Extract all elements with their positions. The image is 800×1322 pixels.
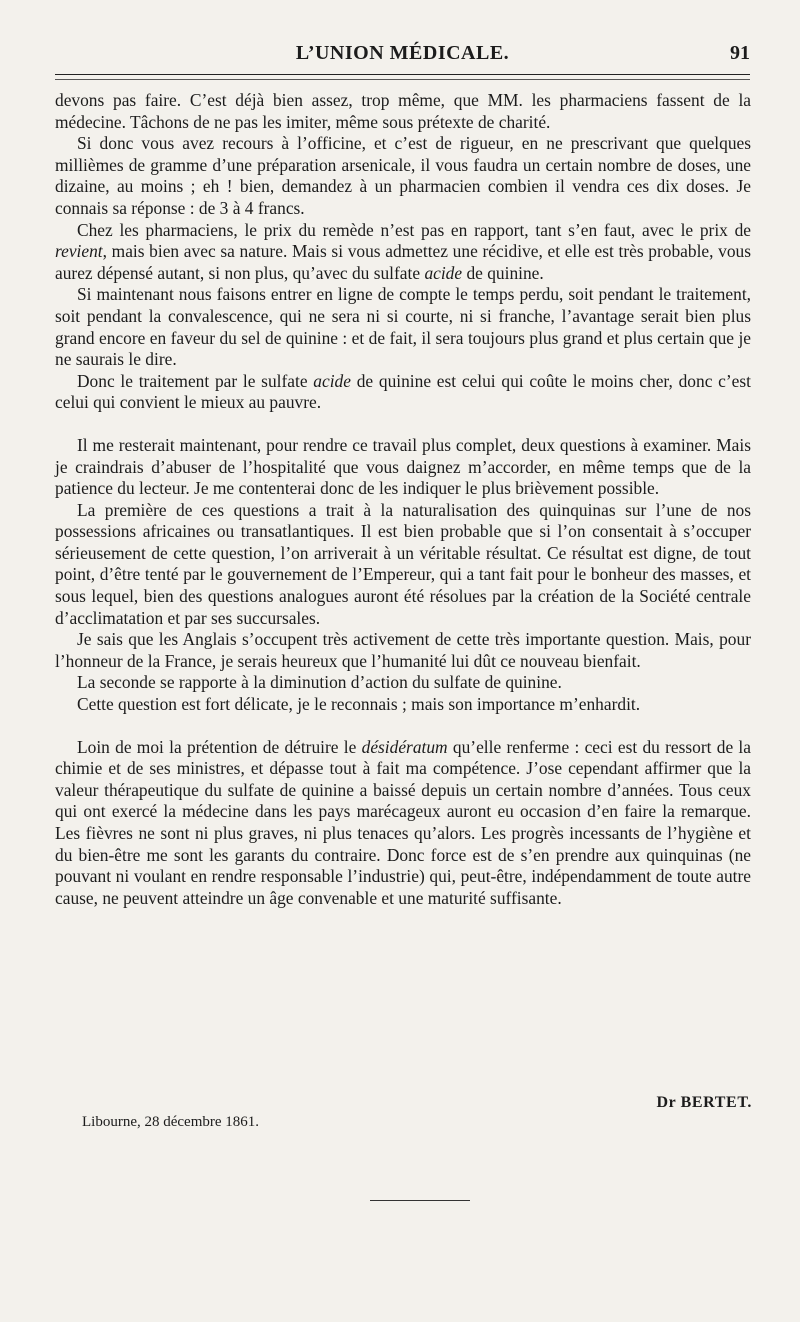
paragraph-1: devons pas faire. C’est déjà bien assez, trop même, que MM. les pharmaciens fassent de la médecine. Tâchons de ne pas les imiter, même sous prétexte de charité. — [55, 90, 751, 132]
paragraph-11: Loin de moi la prétention de détruire le désidératum qu’elle renferme : ceci est du ressort de la chimie et de ses ministres, et dépasse tout à fait ma compétence. J’ose cependant affirmer que la valeur thérapeutique du sulfate de quinine a baissé depuis un certain nombre d’années. Tous ceux qui ont exercé la médecine dans les pays marécageux auront eu occasion d’en faire la remarque. Les fièvres ne sont ni plus graves, ni plus tenaces qu’alors. Les progrès incessants de l’hygiène et du bien-être me sont les garants du contraire. Donc force est de s’en prendre aux quinquinas (ne pouvant ni voulant en rendre responsable l’industrie) qui, peut-être, indépendamment de toute autre cause, ne peuvent atteindre un âge convenable et une maturité suffisante. — [55, 736, 751, 908]
paragraph-8: Je sais que les Anglais s’occupent très activement de cette très importante question. Mais, pour l’honneur de la France, je serais heureux que l’humanité lui dût ce nouveau bienfait. — [55, 629, 751, 671]
italic-word: acide — [424, 262, 463, 283]
article-body — [55, 90, 751, 909]
italic-word: désidératum — [361, 736, 448, 757]
running-header — [55, 40, 750, 72]
paragraph-7: La première de ces questions a trait à la naturalisation des quinquinas sur l’une de nos possessions africaines ou transatlantiques. Il est bien probable que si l’on consentait à s’occuper sérieusement de cette question, l’on arriverait à un véritable résultat. Ce résultat est digne, de tout point, d’être tenté par le gouvernement de l’Empereur, qui a tant fait pour le bonheur des masses, et sous lequel, bien des questions analogues auront été résolues par la création de la Société centrale d’acclimatation et par ses succursales. — [55, 499, 751, 628]
header-rule — [55, 74, 750, 75]
paragraph-6: Il me resterait maintenant, pour rendre ce travail plus complet, deux questions à examiner. Mais je craindrais d’abuser de l’hospitalité que vous daignez m’accorder, en même temps que de la patience du lecteur. Je me contenterai donc de les indiquer le plus brièvement possible. — [55, 434, 751, 499]
author-signature: Dr BERTET. — [656, 1094, 752, 1111]
italic-word: acide — [313, 370, 351, 391]
place-date: Libourne, 28 décembre 1861. — [82, 1114, 260, 1130]
paragraph-9: La seconde se rapporte à la diminution d’action du sulfate de quinine. — [77, 672, 562, 693]
end-rule — [370, 1200, 470, 1201]
paragraph-4: Si maintenant nous faisons entrer en ligne de compte le temps perdu, soit pendant le traitement, soit pendant la convalescence, qui ne sera ni si courte, ni si franche, l’avantage serait bien plus grand encore en faveur du sel de quinine : et de fait, il sera toujours plus grand et plus certain que je ne saurais le dire. — [55, 284, 751, 370]
paragraph-2: Si donc vous avez recours à l’officine, et c’est de rigueur, en ne prescrivant que quelques millièmes de gramme d’une préparation arsenicale, il vous faudra un certain nombre de doses, une dizaine, au moins ; eh ! bien, demandez à un pharmacien combien il vendra ces dix doses. Je connais sa réponse : de 3 à 4 francs. — [55, 133, 751, 218]
page-number: 91 — [730, 42, 750, 64]
paragraph-3: Chez les pharmaciens, le prix du remède n’est pas en rapport, tant s’en faut, avec le prix de revient, mais bien avec sa nature. Mais si vous admettez une récidive, et elle est très probable, vous aurez dépensé autant, si non plus, qu’avec du sulfate acide de quinine. — [55, 219, 751, 283]
paragraph-5: Donc le traitement par le sulfate acide de quinine est celui qui coûte le moins cher, donc c’est celui qui convient le mieux au pauvre. — [55, 370, 751, 413]
paragraph-10: Cette question est fort délicate, je le reconnais ; mais son importance m’enhardit. — [77, 694, 641, 715]
header-rule-secondary — [55, 79, 750, 80]
italic-word: revient — [55, 241, 103, 262]
journal-title: L’UNION MÉDICALE. — [295, 42, 510, 64]
